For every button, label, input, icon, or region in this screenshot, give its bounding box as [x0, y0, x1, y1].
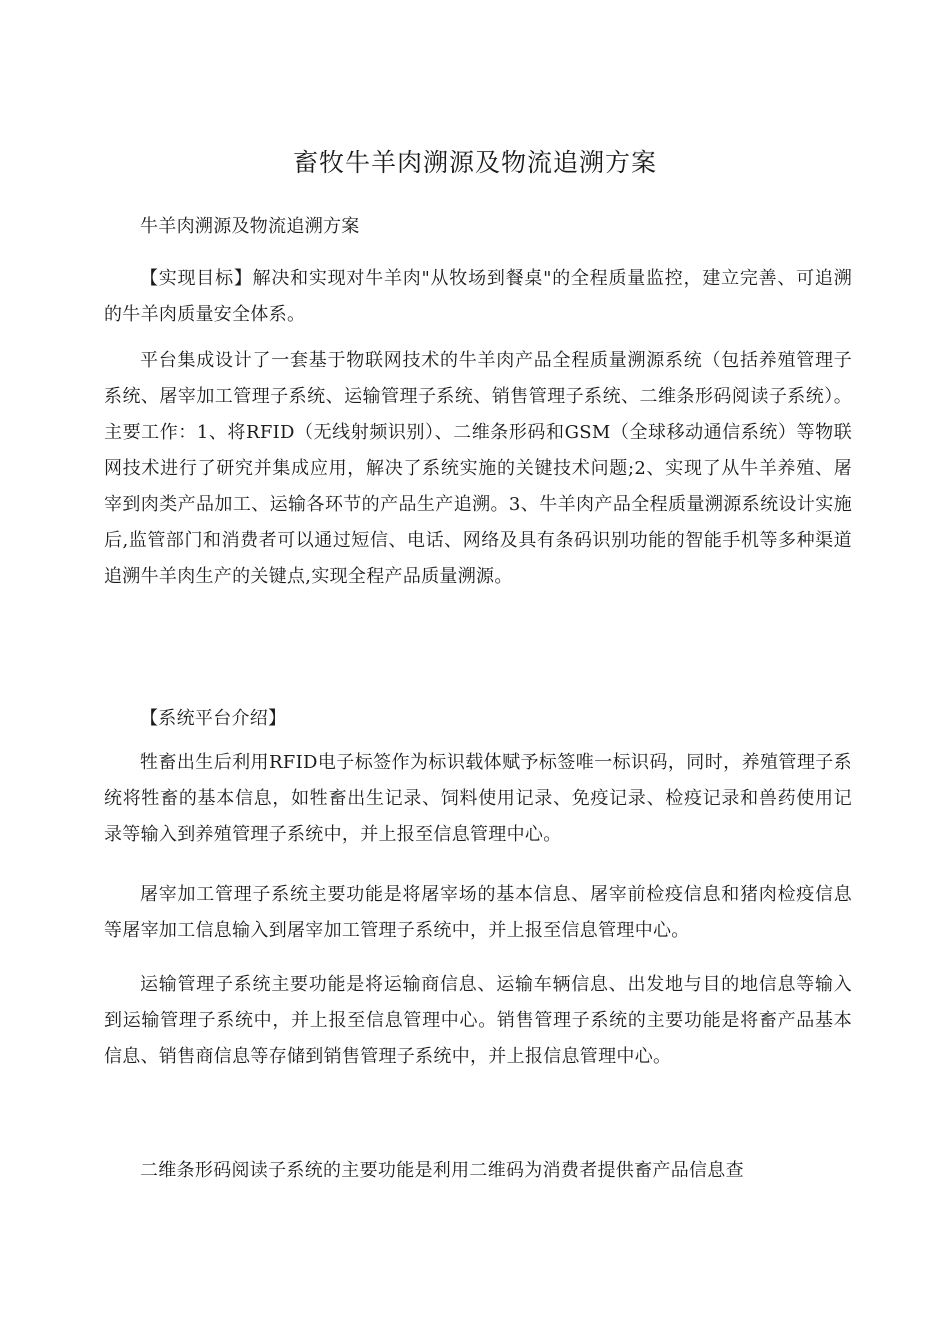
paragraph-transport-sales — [104, 967, 852, 1075]
paragraph: 【系统平台介绍】 — [140, 708, 287, 729]
document-title: 畜牧牛羊肉溯源及物流追溯方案 — [292, 148, 657, 177]
paragraph: 【实现目标】解决和实现对牛羊肉"从牧场到餐桌"的全程质量监控，建立完善、可追溯的牛羊肉质量安全体系。 — [104, 268, 852, 325]
paragraph: 二维条形码阅读子系统的主要功能是利用二维码为消费者提供畜产品信息查 — [140, 1160, 744, 1181]
paragraph-barcode — [104, 1153, 852, 1189]
paragraph-subtitle — [104, 209, 852, 245]
paragraph-goal — [104, 261, 852, 333]
paragraph: 平台集成设计了一套基于物联网技术的牛羊肉产品全程质量溯源系统（包括养殖管理子系统、屠宰加工管理子系统、运输管理子系统、销售管理子系统、二维条形码阅读子系统）。主要工作：1、将RFID（无线射频识别）、二维条形码和GSM（全球移动通信系统）等物联网技术进行了研究并集成应用，解决了系统实施的关键技术问题;2、实现了从牛羊养殖、屠宰到肉类产品加工、运输各环节的产品生产追溯。3、牛羊肉产品全程质量溯源系统设计实施后,监管部门和消费者可以通过短信、电话、网络及具有条码识别功能的智能手机等多种渠道追溯牛羊肉生产的关键点,实现全程产品质量溯源。 — [104, 350, 852, 587]
paragraph: 牲畜出生后利用RFID电子标签作为标识载体赋予标签唯一标识码，同时，养殖管理子系统将牲畜的基本信息，如牲畜出生记录、饲料使用记录、免疫记录、检疫记录和兽药使用记录等输入到养殖管理子系统中，并上报至信息管理中心。 — [104, 752, 852, 845]
paragraph-platform-design — [104, 343, 852, 595]
paragraph-section-heading — [104, 701, 852, 737]
paragraph-breeding — [104, 745, 852, 853]
paragraph: 运输管理子系统主要功能是将运输商信息、运输车辆信息、出发地与目的地信息等输入到运输管理子系统中，并上报至信息管理中心。销售管理子系统的主要功能是将畜产品基本信息、销售商信息等存储到销售管理子系统中，并上报信息管理中心。 — [104, 974, 852, 1067]
paragraph-slaughter — [104, 877, 852, 949]
paragraph: 屠宰加工管理子系统主要功能是将屠宰场的基本信息、屠宰前检疫信息和猪肉检疫信息等屠宰加工信息输入到屠宰加工管理子系统中，并上报至信息管理中心。 — [104, 884, 852, 941]
paragraph: 牛羊肉溯源及物流追溯方案 — [140, 216, 360, 237]
